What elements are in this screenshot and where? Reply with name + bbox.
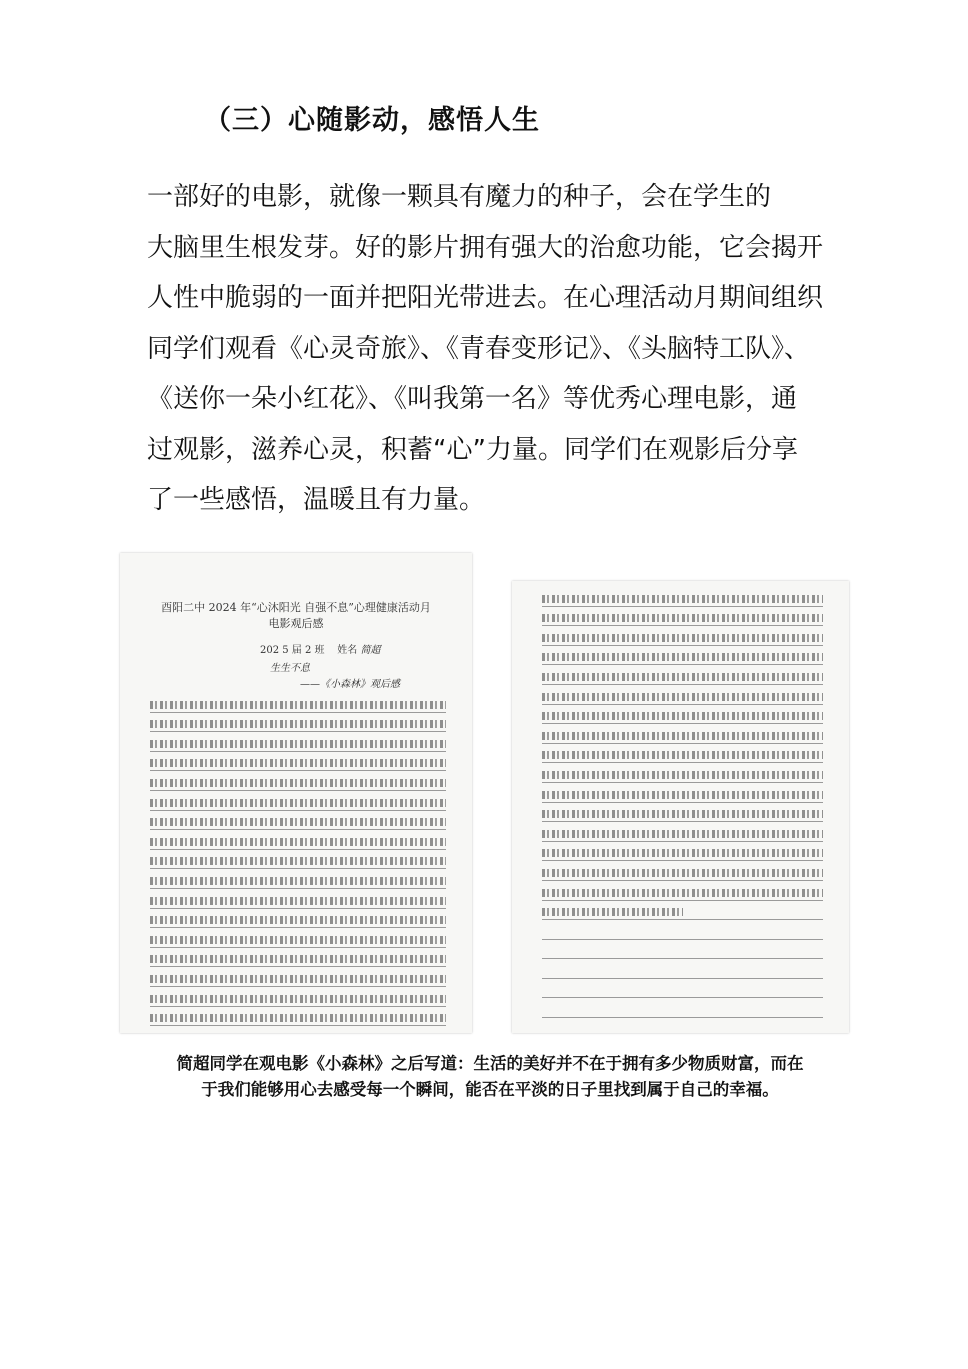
handwriting-scribble bbox=[542, 791, 823, 799]
ruled-line bbox=[542, 979, 823, 999]
scanned-essay-page-1 bbox=[120, 553, 472, 1033]
handwritten-lines bbox=[150, 693, 446, 1033]
handwriting-scribble bbox=[542, 771, 823, 779]
handwriting-scribble bbox=[150, 955, 446, 963]
ruled-line bbox=[150, 850, 446, 870]
handwriting-scribble bbox=[150, 877, 446, 885]
handwriting-scribble bbox=[150, 838, 446, 846]
handwriting-scribble bbox=[150, 740, 446, 748]
ruled-line bbox=[542, 763, 823, 783]
form-fields bbox=[260, 641, 380, 656]
ruled-line bbox=[542, 1018, 823, 1033]
ruled-line bbox=[150, 771, 446, 791]
ruled-line bbox=[542, 881, 823, 901]
body-line: 人性中脆弱的一面并把阳光带进去。在心理活动月期间组织 bbox=[147, 283, 824, 313]
handwriting-scribble bbox=[542, 653, 823, 661]
handwriting-scribble bbox=[150, 759, 446, 767]
ruled-line bbox=[542, 626, 823, 646]
handwriting-scribble bbox=[542, 634, 823, 642]
ruled-line bbox=[150, 1007, 446, 1027]
ruled-line bbox=[542, 901, 823, 921]
handwriting-scribble bbox=[150, 701, 446, 709]
ruled-line bbox=[150, 948, 446, 968]
ruled-line bbox=[150, 909, 446, 929]
handwriting-scribble bbox=[150, 779, 446, 787]
ruled-line bbox=[150, 693, 446, 713]
body-line: 《送你一朵小红花》、《叫我第一名》等优秀心理电影，通 bbox=[147, 384, 798, 414]
body-line: 了一些感悟，温暖且有力量。 bbox=[147, 485, 486, 515]
ruled-line bbox=[542, 861, 823, 881]
ruled-line bbox=[542, 646, 823, 666]
handwriting-scribble bbox=[542, 869, 823, 877]
ruled-line bbox=[542, 705, 823, 725]
ruled-line bbox=[150, 713, 446, 733]
handwriting-scribble bbox=[150, 916, 446, 924]
ruled-line bbox=[150, 967, 446, 987]
essay-title: 生生不息 bbox=[270, 663, 310, 674]
name-value: 简超 bbox=[360, 645, 381, 656]
handwriting-scribble bbox=[150, 818, 446, 826]
handwriting-scribble bbox=[542, 693, 823, 701]
name-label: 姓名 bbox=[337, 645, 358, 656]
ruled-line bbox=[542, 803, 823, 823]
caption-line: 简超同学在观电影《小森林》之后写道：生活的美好并不在于拥有多少物质财富，而在 bbox=[176, 1054, 804, 1073]
handwritten-lines bbox=[542, 587, 823, 1033]
scanned-essay-page-2 bbox=[512, 581, 849, 1033]
class-field: 202 5 届 2 班 bbox=[260, 645, 325, 656]
handwriting-scribble bbox=[542, 595, 823, 603]
handwriting-scribble bbox=[542, 712, 823, 720]
body-line: 一部好的电影，就像一颗具有魔力的种子，会在学生的 bbox=[147, 182, 772, 212]
ruled-line bbox=[542, 665, 823, 685]
body-line: 过观影，滋养心灵，积蓄“心”力量。同学们在观影后分享 bbox=[147, 434, 798, 465]
ruled-line bbox=[542, 959, 823, 979]
handwriting-scribble bbox=[542, 830, 823, 838]
ruled-line bbox=[542, 724, 823, 744]
handwriting-scribble bbox=[542, 889, 823, 897]
handwriting-scribble bbox=[150, 995, 446, 1003]
ruled-line bbox=[150, 811, 446, 831]
ruled-line bbox=[150, 987, 446, 1007]
ruled-line bbox=[542, 842, 823, 862]
handwriting-scribble bbox=[150, 1014, 446, 1022]
ruled-line bbox=[150, 791, 446, 811]
handwriting-scribble bbox=[150, 936, 446, 944]
form-subtitle: 电影观后感 bbox=[268, 617, 324, 630]
handwriting-scribble bbox=[150, 975, 446, 983]
ruled-line bbox=[150, 830, 446, 850]
caption-line: 于我们能够用心去感受每一个瞬间，能否在平淡的日子里找到属于自己的幸福。 bbox=[201, 1080, 779, 1099]
figure-caption bbox=[150, 1051, 830, 1103]
ruled-line bbox=[542, 744, 823, 764]
ruled-line bbox=[150, 869, 446, 889]
ruled-line bbox=[150, 752, 446, 772]
ruled-line bbox=[542, 920, 823, 940]
ruled-line bbox=[542, 587, 823, 607]
ruled-line bbox=[150, 1026, 446, 1033]
ruled-line bbox=[542, 685, 823, 705]
ruled-line bbox=[542, 822, 823, 842]
handwriting-scribble bbox=[542, 614, 823, 622]
handwriting-scribble bbox=[150, 857, 446, 865]
ruled-line bbox=[542, 940, 823, 960]
handwriting-scribble bbox=[150, 720, 446, 728]
ruled-line bbox=[542, 607, 823, 627]
handwriting-scribble bbox=[150, 799, 446, 807]
handwriting-scribble bbox=[542, 673, 823, 681]
body-paragraph bbox=[147, 172, 827, 526]
section-heading: （三）心随影动，感悟人生 bbox=[204, 105, 540, 136]
body-line: 同学们观看《心灵奇旅》、《青春变形记》、《头脑特工队》、 bbox=[147, 333, 811, 364]
ruled-line bbox=[150, 732, 446, 752]
ruled-line bbox=[150, 928, 446, 948]
handwriting-scribble bbox=[542, 732, 823, 740]
handwriting-scribble bbox=[542, 849, 823, 857]
handwriting-scribble bbox=[542, 810, 823, 818]
handwriting-scribble bbox=[542, 908, 683, 916]
form-title: 酉阳二中 2024 年“心沐阳光 自强不息”心理健康活动月 bbox=[161, 601, 431, 614]
essay-subtitle: ——《小森林》观后感 bbox=[300, 679, 400, 690]
ruled-line bbox=[150, 889, 446, 909]
ruled-line bbox=[542, 998, 823, 1018]
ruled-line bbox=[542, 783, 823, 803]
handwriting-scribble bbox=[542, 751, 823, 759]
body-line: 大脑里生根发芽。好的影片拥有强大的治愈功能，它会揭开 bbox=[147, 232, 824, 263]
handwriting-scribble bbox=[150, 897, 446, 905]
